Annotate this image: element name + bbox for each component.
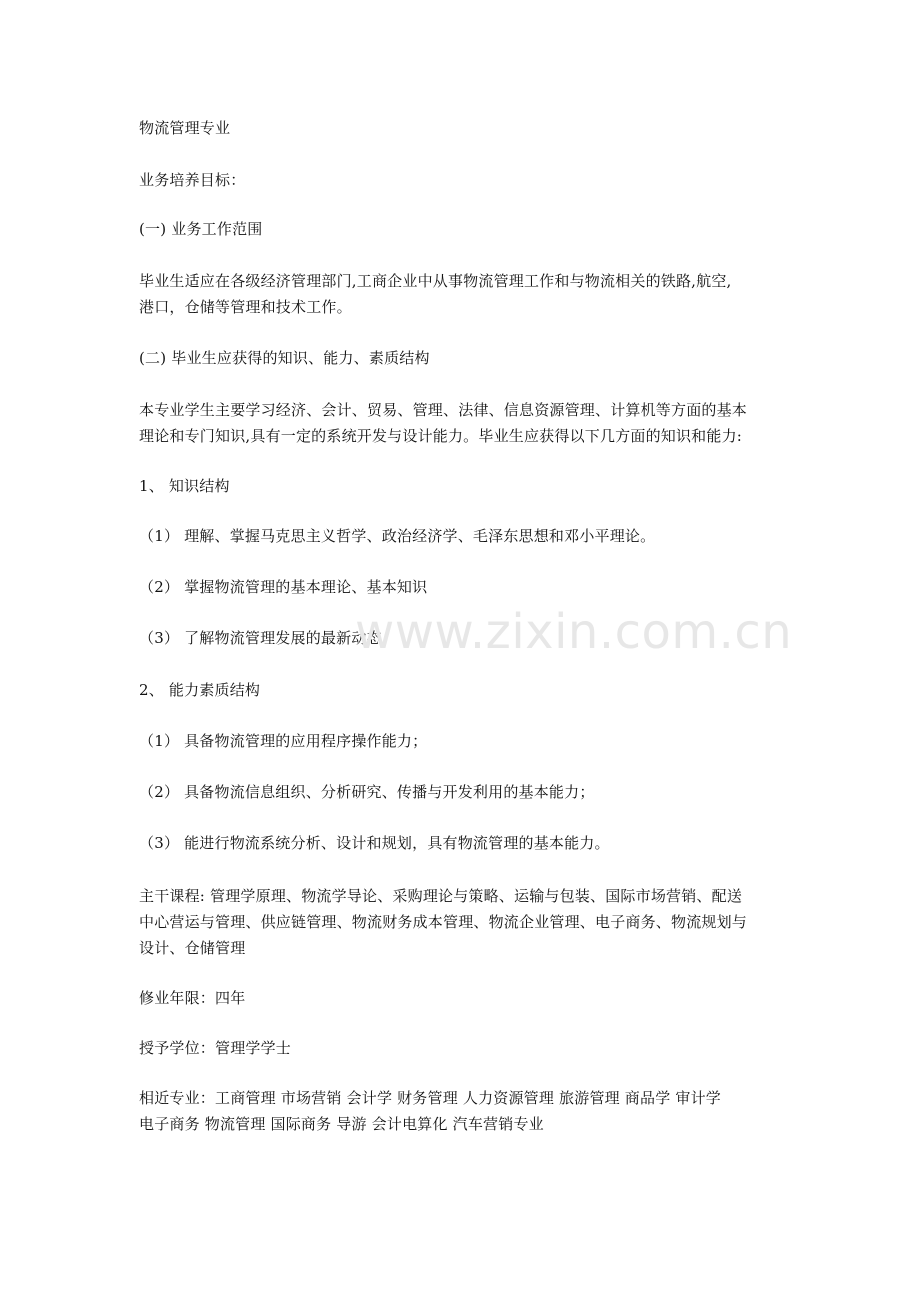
ability-item: （2） 具备物流信息组织、分析研究、传播与开发利用的基本能力； — [139, 783, 595, 801]
section-one-line: 毕业生适应在各级经济管理部门,工商企业中从事物流管理工作和与物流相关的铁路,航空, — [139, 272, 732, 290]
section-one-paragraph — [139, 268, 789, 320]
training-goal-label: 业务培养目标： — [139, 171, 246, 189]
related-majors-line: 相近专业：工商管理 市场营销 会计学 财务管理 人力资源管理 旅游管理 商品学 审计学 — [139, 1089, 721, 1107]
document-title: 物流管理专业 — [139, 119, 231, 137]
study-duration: 修业年限：四年 — [139, 989, 246, 1007]
ability-item: （3） 能进行物流系统分析、设计和规划，具有物流管理的基本能力。 — [139, 834, 610, 852]
section-two-line: 本专业学生主要学习经济、会计、贸易、管理、法律、信息资源管理、计算机等方面的基本 — [139, 401, 748, 419]
knowledge-item: （2） 掌握物流管理的基本理论、基本知识 — [139, 578, 428, 596]
degree-awarded: 授予学位：管理学学士 — [139, 1039, 292, 1057]
ability-item: （1） 具备物流管理的应用程序操作能力； — [139, 732, 428, 750]
section-two-line: 理论和专门知识,具有一定的系统开发与设计能力。毕业生应获得以下几方面的知识和能力: — [139, 427, 743, 445]
knowledge-item: （3） 了解物流管理发展的最新动态 — [139, 629, 382, 647]
related-majors-paragraph — [139, 1085, 789, 1137]
section-two-heading: (二) 毕业生应获得的知识、能力、素质结构 — [139, 349, 430, 367]
related-majors-line: 电子商务 物流管理 国际商务 导游 会计电算化 汽车营销专业 — [139, 1115, 544, 1133]
core-courses-paragraph — [139, 883, 789, 961]
section-one-heading: (一) 业务工作范围 — [139, 220, 263, 238]
watermark: www.zixin.com.cn — [355, 604, 793, 660]
core-courses-line: 主干课程: 管理学原理、物流学导论、采购理论与策略、运输与包装、国际市场营销、配送 — [139, 887, 743, 905]
core-courses-line: 中心营运与管理、供应链管理、物流财务成本管理、物流企业管理、电子商务、物流规划与 — [139, 913, 748, 931]
section-two-paragraph — [139, 397, 789, 449]
core-courses-line: 设计、仓储管理 — [139, 939, 246, 957]
knowledge-item: （1） 理解、掌握马克思主义哲学、政治经济学、毛泽东思想和邓小平理论。 — [139, 527, 656, 545]
knowledge-heading: 1、 知识结构 — [139, 477, 230, 495]
section-one-line: 港口，仓储等管理和技术工作。 — [139, 298, 352, 316]
ability-heading: 2、 能力素质结构 — [139, 681, 261, 699]
